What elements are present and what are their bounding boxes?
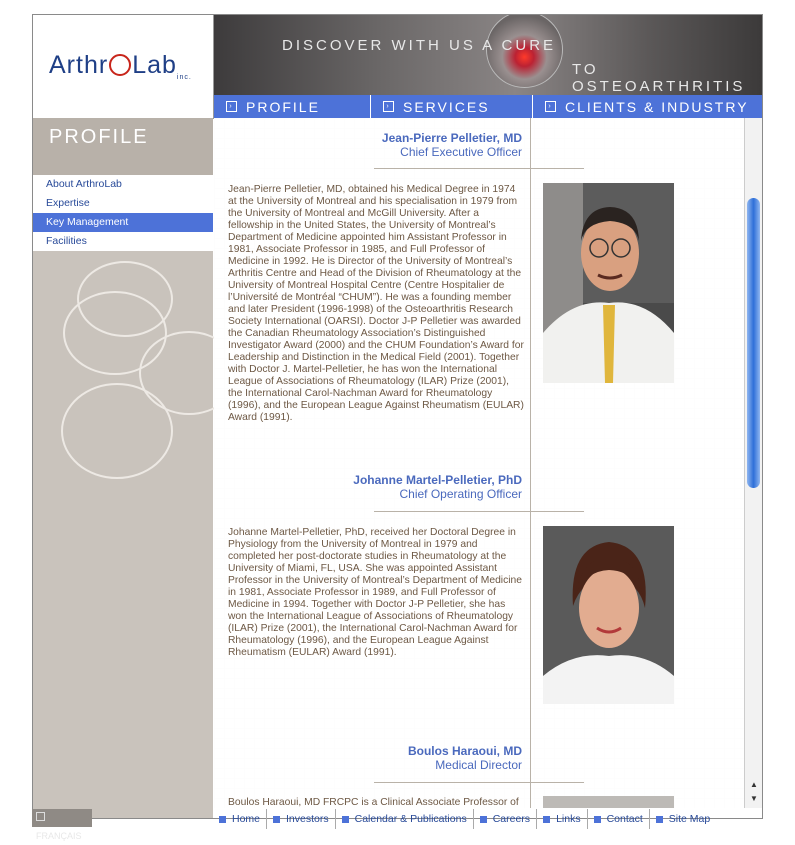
arrow-box-icon: [594, 816, 601, 823]
vertical-scrollbar[interactable]: [744, 118, 763, 808]
portrait-jean-pierre-pelletier: [543, 183, 674, 383]
arrow-box-icon: [656, 816, 663, 823]
nav-clients-industry[interactable]: › CLIENTS & INDUSTRY: [533, 95, 762, 118]
arrow-box-icon: [219, 816, 226, 823]
arrow-box-icon: [342, 816, 349, 823]
person-name: Johanne Martel-Pelletier, PhD: [353, 473, 522, 487]
divider: [374, 511, 584, 512]
arrow-box-icon: [273, 816, 280, 823]
person-bio-2: Johanne Martel-Pelletier, PhD, received her Doctoral Degree in Physiology from the University of Montreal in 1979 and completed her post-doctorate studies in Rheumatology at the University of Miami, FL, USA. She was appointed Assistant Professor in the University of Montreal’s Department of Medicine in 1981, Associate Professor in 1989, and Full Professor of Medicine in 1994. Together with Doctor J-P Pelletier, she has won the International League of Associations of Rheumatology (ILAR) Prize (2001), the International Carol-Nachman Award for Rheumatology (1996), and the European League Against Rheumatism (EULAR) Award (1991).: [228, 527, 522, 658]
column-divider: [530, 118, 531, 808]
logo-ring-icon: [109, 54, 131, 76]
footer-link-links[interactable]: Links: [537, 809, 588, 829]
language-toggle[interactable]: FRANÇAIS: [32, 809, 92, 827]
nav-profile[interactable]: › PROFILE: [214, 95, 371, 118]
person-bio-1: Jean-Pierre Pelletier, MD, obtained his Medical Degree in 1974 at the University of Montreal and his specialisation in 1979 from the University of Montreal and McGill University. After a fellowship in the United States, the University of Montreal’s Department of Medicine appointed him Assistant Professor in 1981, Associate Professor in 1985, and Full Professor of Medicine in 1992. He is Director of the University of Montreal’s Arthritis Centre and Head of the Division of Rheumatology at the University of Montreal Hospital Centre (Centre Hospitalier de l’Université de Montréal “CHUM”). He was a founding member and later President (1996-1998) of the Osteoarthritis Research Society International (OARSI). Doctor J-P Pelletier was awarded the Canadian Rheumatology Association’s Distinguished Investigator Award (2000) and the CHUM Foundation’s Award for Leadership and Distinction in the Medical Field (2001). Together with Doctor J. Martel-Pelletier, he has won the International League of Associations of Rheumatology (ILAR) Prize (2001), the International Carol-Nachman Award for Rheumatology (1996), and the European League Against Rheumatism (EULAR) Award (1991).: [228, 184, 524, 423]
logo-area[interactable]: [33, 15, 214, 119]
scroll-down-icon[interactable]: ▼: [750, 794, 758, 803]
sidebar: [33, 118, 213, 818]
person-title: Chief Executive Officer: [400, 145, 522, 159]
header-banner: [214, 15, 762, 95]
person-heading-2: [254, 473, 522, 501]
person-heading-1: [274, 131, 522, 159]
sidebar-item-key-management[interactable]: Key Management: [33, 213, 213, 232]
person-title: Chief Operating Officer: [399, 487, 522, 501]
footer-link-home[interactable]: Home: [213, 809, 267, 829]
footer-link-careers[interactable]: Careers: [474, 809, 537, 829]
banner-line-1: DISCOVER WITH US A CURE: [282, 37, 557, 54]
arrow-box-icon: [543, 816, 550, 823]
arthrolab-logo[interactable]: Arthr Lab$_{inc.}$: [49, 51, 192, 81]
footer-link-contact[interactable]: Contact: [588, 809, 650, 829]
sidebar-title: PROFILE: [33, 118, 213, 175]
nav-services[interactable]: › SERVICES: [371, 95, 533, 118]
petri-dish-illustration: [33, 251, 213, 481]
sidebar-item-facilities[interactable]: Facilities: [46, 235, 87, 247]
main-content: [214, 118, 744, 808]
divider: [374, 168, 584, 169]
footer-links: [213, 809, 716, 829]
scrollbar-thumb[interactable]: [747, 198, 760, 488]
footer: [32, 807, 763, 841]
sidebar-menu: [33, 175, 213, 251]
sidebar-item-about[interactable]: About ArthroLab: [46, 178, 122, 190]
footer-link-calendar[interactable]: Calendar & Publications: [336, 809, 474, 829]
person-title: Medical Director: [435, 758, 522, 772]
arrow-box-icon: ›: [226, 101, 237, 112]
sidebar-item-expertise[interactable]: Expertise: [46, 197, 90, 209]
page-frame: [32, 14, 763, 819]
person-name: Boulos Haraoui, MD: [407, 744, 522, 758]
arrow-box-icon: [36, 812, 45, 821]
person-bio-3: Boulos Haraoui, MD FRCPC is a Clinical Associate Professor of: [228, 797, 519, 808]
arrow-box-icon: ›: [383, 101, 394, 112]
person-heading-3: [274, 744, 522, 772]
banner-line-2: TO OSTEOARTHRITIS: [572, 61, 746, 95]
main-nav: [214, 95, 762, 118]
divider: [374, 782, 584, 783]
scroll-up-icon[interactable]: ▲: [750, 780, 758, 789]
arrow-box-icon: [480, 816, 487, 823]
footer-link-site-map[interactable]: Site Map: [650, 809, 716, 829]
portrait-johanne-martel-pelletier: [543, 526, 674, 704]
person-name: Jean-Pierre Pelletier, MD: [381, 131, 522, 145]
arrow-box-icon: ›: [545, 101, 556, 112]
footer-link-investors[interactable]: Investors: [267, 809, 336, 829]
